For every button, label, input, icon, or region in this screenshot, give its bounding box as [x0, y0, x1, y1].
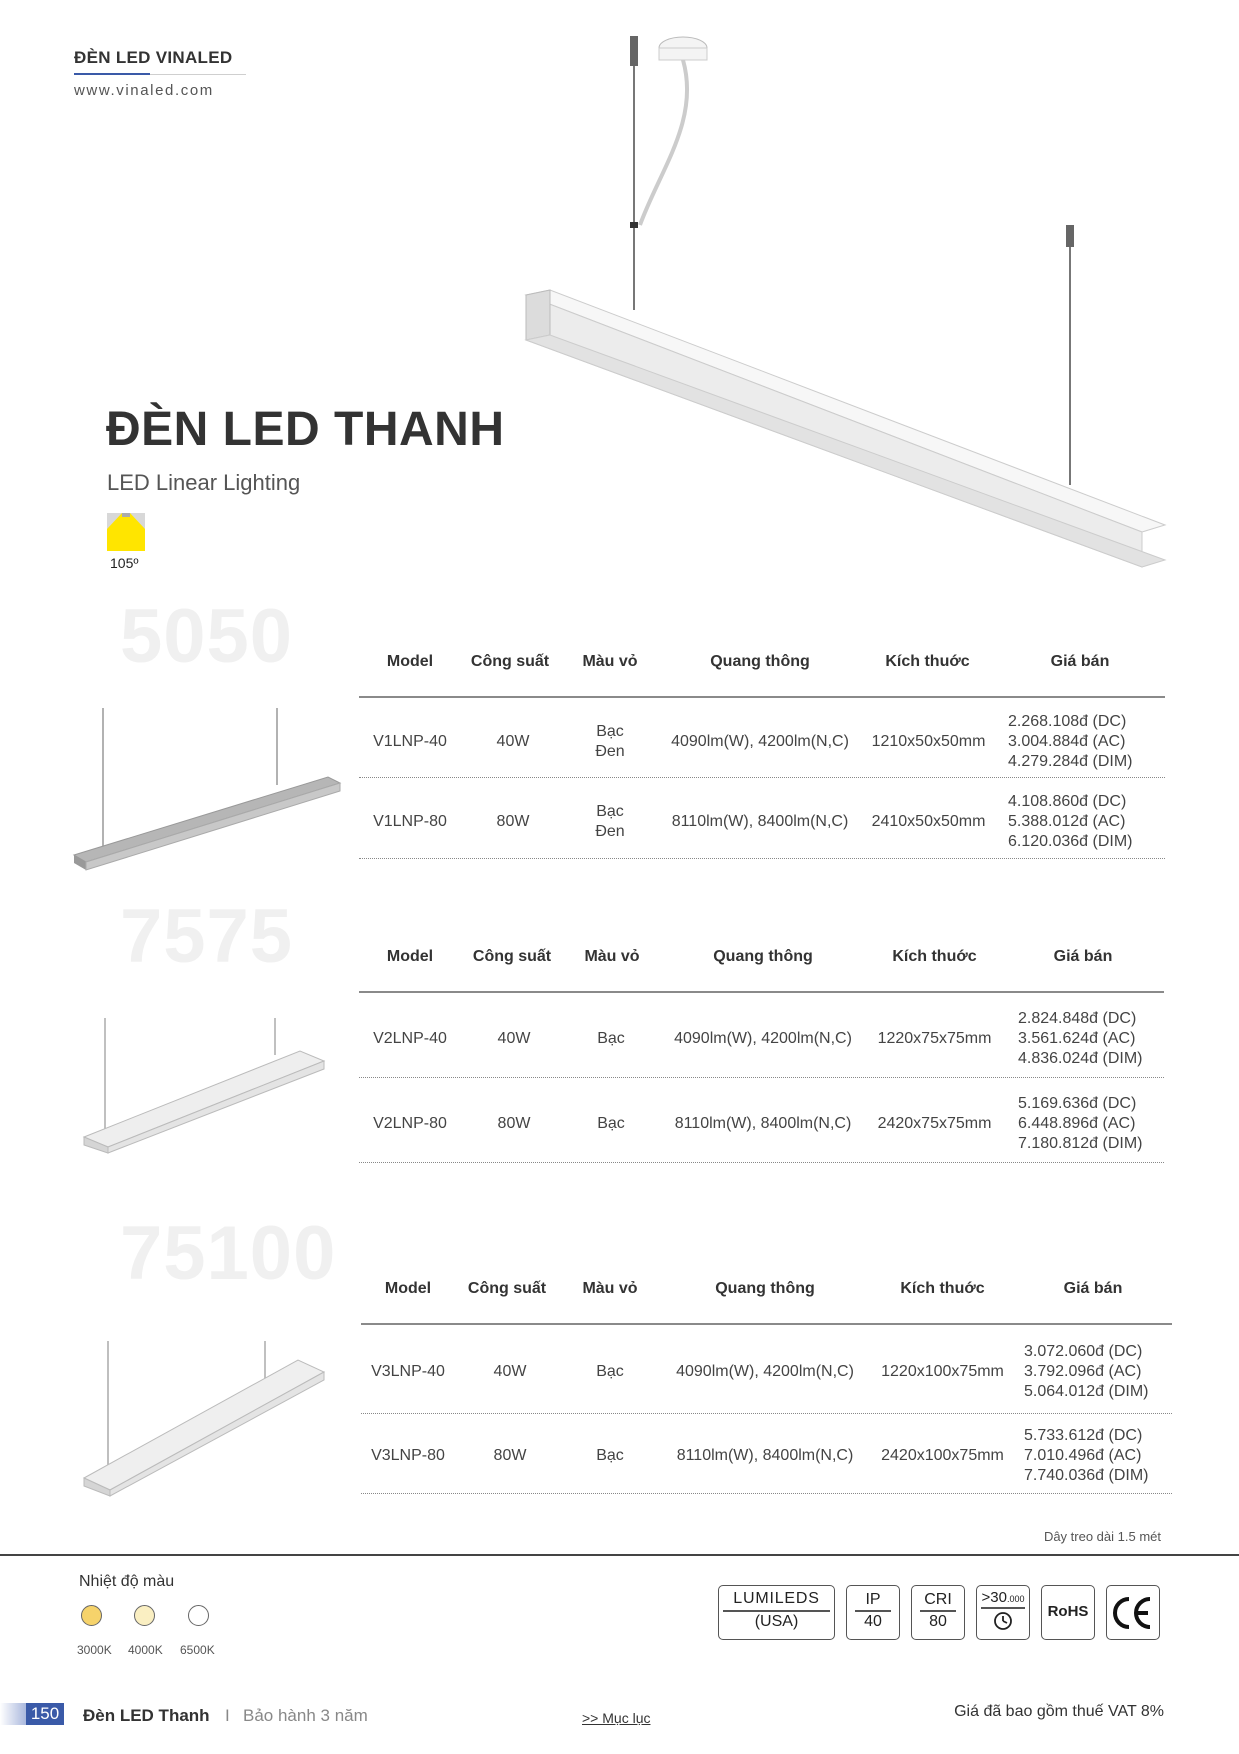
- row-divider: [359, 858, 1165, 859]
- lifetime-badge-divider: [981, 1607, 1025, 1609]
- cell-power: 80W: [496, 813, 530, 830]
- cri-badge: [911, 1585, 965, 1640]
- color-dot-3000k: [81, 1605, 102, 1626]
- col-header-color: Màu vỏ: [584, 948, 640, 965]
- ce-badge: [1106, 1585, 1160, 1640]
- cell-model: V2LNP-80: [373, 1115, 447, 1132]
- beam-angle-label: 105º: [110, 555, 139, 571]
- col-header-power: Công suất: [467, 1280, 547, 1297]
- cell-price: 2.268.108đ (DC): [1008, 713, 1127, 730]
- cell-price: 6.120.036đ (DIM): [1008, 833, 1133, 850]
- cell-price: 3.004.884đ (AC): [1008, 733, 1126, 750]
- lumileds-badge-bottom: (USA): [754, 1612, 799, 1630]
- clock-icon: [992, 1610, 1014, 1632]
- lifetime-badge: [976, 1585, 1030, 1640]
- cell-flux: 8110lm(W), 8400lm(N,C): [674, 1115, 852, 1132]
- lumileds-badge: [718, 1585, 835, 1640]
- product-subtitle: LED Linear Lighting: [107, 470, 301, 495]
- cell-power: 80W: [497, 1115, 531, 1132]
- cell-color: Đen: [595, 823, 625, 840]
- beam-angle-icon: [107, 513, 145, 551]
- cell-model: V1LNP-80: [373, 813, 447, 830]
- cell-price: 5.388.012đ (AC): [1008, 813, 1126, 830]
- row-divider: [359, 1077, 1164, 1078]
- vat-note: Giá đã bao gồm thuế VAT 8%: [954, 1703, 1164, 1720]
- cri-badge-top: CRI: [924, 1591, 952, 1608]
- product-thumb-5050: [70, 705, 345, 875]
- col-header-size: Kích thuớc: [892, 948, 977, 965]
- cell-flux: 4090lm(W), 4200lm(N,C): [671, 733, 849, 750]
- cell-price: 5.169.636đ (DC): [1018, 1095, 1137, 1112]
- color-temp-4000k: 4000K: [128, 1643, 163, 1657]
- col-header-power: Công suất: [472, 948, 552, 965]
- col-header-model: Model: [386, 948, 434, 965]
- col-header-size: Kích thuớc: [885, 653, 970, 670]
- table-of-contents-link[interactable]: >> Mục lục: [582, 1710, 651, 1726]
- cell-flux: 4090lm(W), 4200lm(N,C): [674, 1030, 852, 1047]
- cell-size: 2410x50x50mm: [871, 813, 986, 830]
- brand-divider-accent: [74, 73, 150, 75]
- col-header-price: Giá bán: [1053, 948, 1113, 965]
- cell-price: 7.010.496đ (AC): [1024, 1447, 1142, 1464]
- cell-price: 3.561.624đ (AC): [1018, 1030, 1136, 1047]
- col-header-model: Model: [386, 653, 434, 670]
- hero-linear-light-image: [520, 30, 1170, 590]
- table-header-rule: [359, 991, 1164, 993]
- ce-mark-icon: [1110, 1593, 1156, 1633]
- cell-price: 4.108.860đ (DC): [1008, 793, 1127, 810]
- cell-price: 4.836.024đ (DIM): [1018, 1050, 1143, 1067]
- cell-price: 6.448.896đ (AC): [1018, 1115, 1136, 1132]
- product-thumb-75100: [80, 1338, 330, 1498]
- cell-price: 5.064.012đ (DIM): [1024, 1383, 1149, 1400]
- cell-model: V3LNP-80: [371, 1447, 445, 1464]
- cell-power: 80W: [493, 1447, 527, 1464]
- cable-length-note: Dây treo dài 1.5 mét: [1043, 1529, 1161, 1544]
- color-dot-4000k: [134, 1605, 155, 1626]
- color-temp-3000k: 3000K: [77, 1643, 112, 1657]
- row-divider: [359, 1162, 1164, 1163]
- cell-price: 3.792.096đ (AC): [1024, 1363, 1142, 1380]
- color-dot-6500k: [188, 1605, 209, 1626]
- cell-size: 1220x100x75mm: [881, 1363, 1004, 1380]
- row-divider: [359, 777, 1165, 778]
- cell-flux: 4090lm(W), 4200lm(N,C): [676, 1363, 854, 1380]
- cell-size: 1220x75x75mm: [877, 1030, 992, 1047]
- cell-power: 40W: [497, 1030, 531, 1047]
- cell-model: V1LNP-40: [373, 733, 447, 750]
- col-header-flux: Quang thông: [715, 1280, 815, 1297]
- series-watermark-5050: 5050: [120, 594, 294, 679]
- cell-price: 7.740.036đ (DIM): [1024, 1467, 1149, 1484]
- col-header-flux: Quang thông: [713, 948, 813, 965]
- cell-size: 2420x75x75mm: [877, 1115, 992, 1132]
- cell-size: 1210x50x50mm: [871, 733, 986, 750]
- lumileds-badge-top: LUMILEDS: [733, 1590, 820, 1607]
- col-header-color: Màu vỏ: [582, 653, 638, 670]
- col-header-power: Công suất: [470, 653, 550, 670]
- cell-power: 40W: [493, 1363, 527, 1380]
- ip-badge: [846, 1585, 900, 1640]
- col-header-model: Model: [384, 1280, 432, 1297]
- row-divider: [361, 1493, 1172, 1494]
- cell-color: Đen: [595, 743, 625, 760]
- cell-color: Bạc: [596, 1363, 624, 1380]
- page-number-strip: [0, 1703, 26, 1725]
- footer-separator: I: [225, 1706, 230, 1725]
- cell-price: 4.279.284đ (DIM): [1008, 753, 1133, 770]
- cell-flux: 8110lm(W), 8400lm(N,C): [676, 1447, 854, 1464]
- col-header-flux: Quang thông: [710, 653, 810, 670]
- footer-divider: [0, 1554, 1239, 1556]
- col-header-size: Kích thuớc: [900, 1280, 985, 1297]
- color-temp-6500k: 6500K: [180, 1643, 215, 1657]
- cell-price: 3.072.060đ (DC): [1024, 1343, 1143, 1360]
- page-number: 150: [26, 1703, 64, 1725]
- table-header-rule: [361, 1323, 1172, 1325]
- cell-color: Bạc: [596, 803, 624, 820]
- cell-color: Bạc: [596, 723, 624, 740]
- cell-power: 40W: [496, 733, 530, 750]
- cell-size: 2420x100x75mm: [881, 1447, 1004, 1464]
- rohs-label: RoHS: [1047, 1603, 1089, 1620]
- footer-category: Đèn LED Thanh: [83, 1706, 210, 1725]
- cell-price: 2.824.848đ (DC): [1018, 1010, 1137, 1027]
- product-title: ĐÈN LED THANH: [106, 403, 505, 456]
- cell-color: Bạc: [597, 1030, 625, 1047]
- rohs-badge: [1041, 1585, 1095, 1640]
- cri-badge-divider: [920, 1610, 956, 1612]
- footer-warranty: Bảo hành 3 năm: [243, 1706, 368, 1725]
- website-url[interactable]: www.vinaled.com: [74, 82, 214, 99]
- table-header-rule: [359, 696, 1165, 698]
- col-header-price: Giá bán: [1063, 1280, 1123, 1297]
- cell-color: Bạc: [597, 1115, 625, 1132]
- color-temperature-label: Nhiệt độ màu: [79, 1573, 175, 1590]
- col-header-price: Giá bán: [1050, 653, 1110, 670]
- cell-flux: 8110lm(W), 8400lm(N,C): [671, 813, 849, 830]
- product-thumb-7575: [80, 1015, 330, 1155]
- lifetime-hours: >30: [981, 1589, 1007, 1606]
- col-header-color: Màu vỏ: [582, 1280, 638, 1297]
- series-watermark-7575: 7575: [120, 894, 294, 979]
- row-divider: [361, 1413, 1172, 1414]
- lumileds-badge-divider: [723, 1610, 830, 1612]
- cri-badge-bottom: 80: [929, 1612, 947, 1630]
- cell-price: 7.180.812đ (DIM): [1018, 1135, 1143, 1152]
- brand-name: ĐÈN LED VINALED: [74, 48, 233, 67]
- cell-model: V3LNP-40: [371, 1363, 445, 1380]
- ip-badge-top: IP: [865, 1591, 881, 1608]
- lifetime-hours-sup: .000: [1006, 1594, 1025, 1604]
- cell-color: Bạc: [596, 1447, 624, 1464]
- series-watermark-75100: 75100: [120, 1211, 337, 1296]
- ip-badge-bottom: 40: [864, 1612, 882, 1630]
- ip-badge-divider: [855, 1610, 891, 1612]
- cell-model: V2LNP-40: [373, 1030, 447, 1047]
- cell-price: 5.733.612đ (DC): [1024, 1427, 1143, 1444]
